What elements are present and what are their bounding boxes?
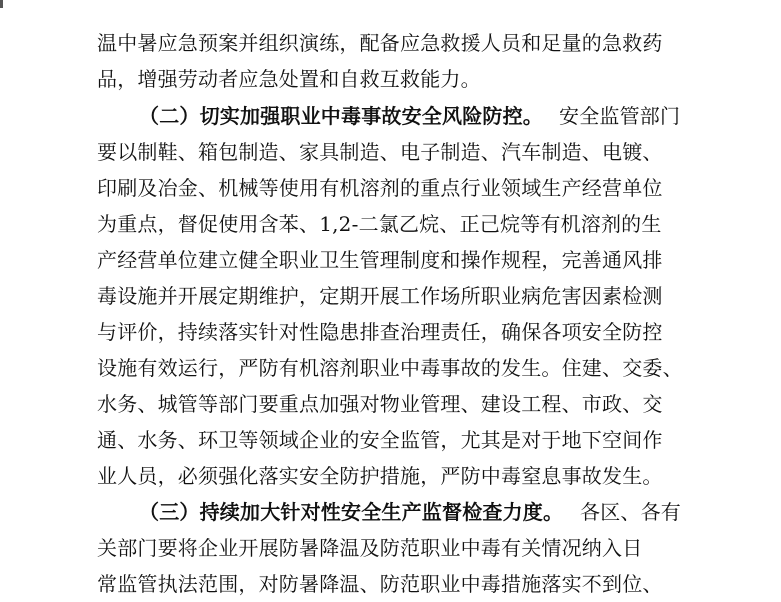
- paragraph-1-line-2: 品，增强劳动者应急处置和自救互救能力。: [97, 67, 481, 91]
- paragraph-2-line-6: 毒设施并开展定期维护，定期开展工作场所职业病危害因素检测: [97, 284, 663, 308]
- text-line: [0, 422, 781, 458]
- text-line: [0, 206, 781, 242]
- paragraph-2-line-1-rest: 安全监管部门: [559, 104, 681, 128]
- paragraph-2-line-8: 设施有效运行，严防有机溶剂职业中毒事故的发生。住建、交委、: [97, 356, 683, 380]
- paragraph-3-line-2: 关部门要将企业开展防暑降温及防范职业中毒有关情况纳入日: [97, 536, 643, 560]
- text-line: [0, 98, 781, 134]
- paragraph-2-line-3: 印刷及冶金、机械等使用有机溶剂的重点行业领域生产经营单位: [97, 176, 663, 200]
- text-line: [0, 134, 781, 170]
- text-line: [0, 386, 781, 422]
- scan-mark: [0, 0, 3, 8]
- paragraph-3-heading: （三）持续加大针对性安全生产监督检查力度。: [139, 500, 564, 524]
- paragraph-2-line-4: 为重点，督促使用含苯、1,2-二氯乙烷、正己烷等有机溶剂的生: [97, 212, 662, 236]
- text-line: [0, 61, 781, 97]
- text-line: [0, 314, 781, 350]
- paragraph-2-line-5: 产经营单位建立健全职业卫生管理制度和操作规程，完善通风排: [97, 248, 663, 272]
- text-line: [0, 530, 781, 566]
- paragraph-2-heading: （二）切实加强职业中毒事故安全风险防控。: [139, 104, 543, 128]
- text-line: [0, 278, 781, 314]
- text-line: [0, 170, 781, 206]
- paragraph-2-line-9: 水务、城管等部门要重点加强对物业管理、建设工程、市政、交: [97, 392, 663, 416]
- text-line: [0, 350, 781, 386]
- paragraph-3-line-1-rest: 各区、各有: [580, 500, 681, 524]
- paragraph-2-line-2: 要以制鞋、箱包制造、家具制造、电子制造、汽车制造、电镀、: [97, 140, 663, 164]
- paragraph-1-line-1: 温中暑应急预案并组织演练，配备应急救援人员和足量的急救药: [97, 31, 663, 55]
- text-line: [0, 242, 781, 278]
- paragraph-2-line-10: 通、水务、环卫等领域企业的安全监管，尤其是对于地下空间作: [97, 428, 663, 452]
- paragraph-2-line-7: 与评价，持续落实针对性隐患排查治理责任，确保各项安全防控: [97, 320, 663, 344]
- paragraph-3-line-3: 常监管执法范围，对防暑降温、防范职业中毒措施落实不到位、: [97, 572, 663, 596]
- text-line: [0, 458, 781, 494]
- text-line: [0, 566, 781, 602]
- paragraph-2-line-11: 业人员，必须强化落实安全防护措施，严防中毒窒息事故发生。: [97, 464, 663, 488]
- text-line: [0, 25, 781, 61]
- text-line: [0, 494, 781, 530]
